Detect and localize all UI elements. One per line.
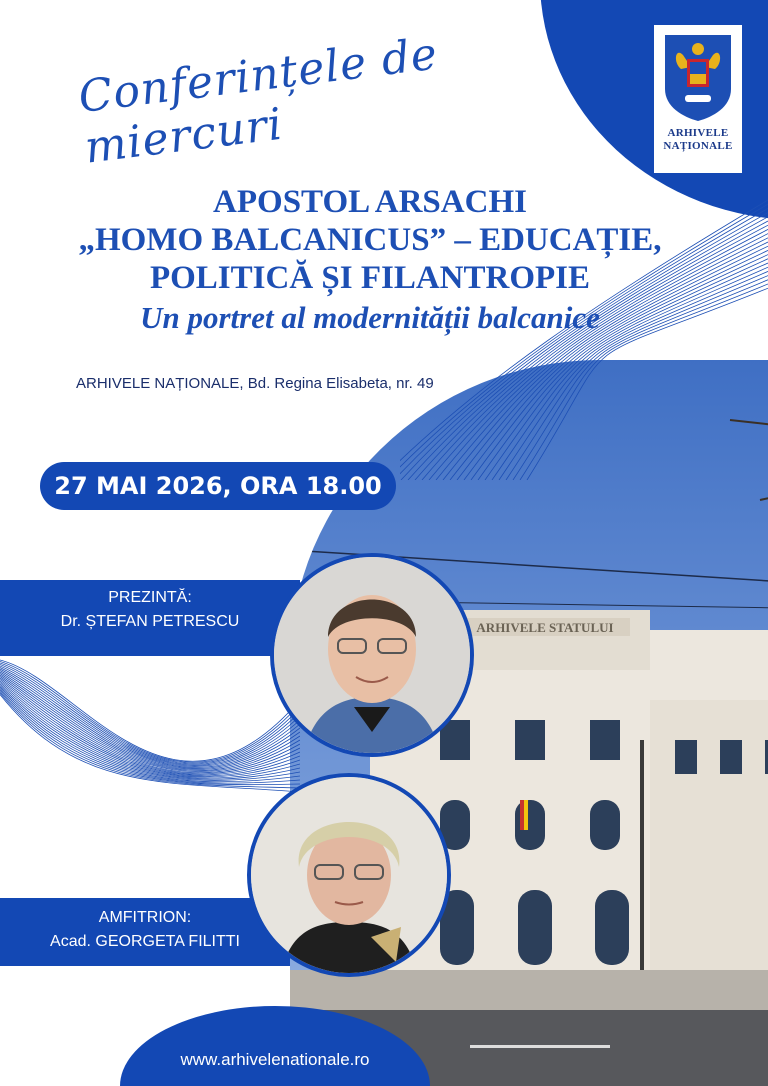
wave-line xyxy=(0,686,300,780)
logo-line-1: ARHIVELE xyxy=(667,127,729,139)
host-name: Acad. GEORGETA FILITTI xyxy=(50,933,240,950)
decorative-wave-left xyxy=(0,640,300,860)
wave-line xyxy=(0,695,300,793)
presenter-name: Dr. ȘTEFAN PETRESCU xyxy=(60,613,240,630)
wave-line xyxy=(0,665,300,765)
venue-address: ARHIVELE NAȚIONALE, Bd. Regina Elisabeta, nr. 49 xyxy=(76,375,434,392)
title-line-1: APOSTOL ARSACHI xyxy=(213,184,527,220)
wave-line xyxy=(0,675,300,772)
event-subtitle: Un portret al modernității balcanice xyxy=(140,300,600,335)
wave-line xyxy=(0,674,300,771)
wave-line xyxy=(0,660,300,761)
wave-line xyxy=(0,683,300,778)
logo-line-2: NAȚIONALE xyxy=(663,140,733,152)
wave-line xyxy=(0,687,300,781)
series-title: Conferințele de miercuri xyxy=(75,28,441,174)
wave-line xyxy=(0,666,300,765)
coat-of-arms-icon xyxy=(663,33,733,123)
host-band xyxy=(0,898,290,966)
wave-line xyxy=(0,689,300,782)
wave-line xyxy=(0,681,300,776)
wave-line xyxy=(0,690,300,783)
wave-line xyxy=(0,668,300,767)
wave-line xyxy=(0,663,300,763)
host-label: AMFITRION: xyxy=(98,909,192,926)
host-portrait xyxy=(247,773,451,977)
wave-line xyxy=(0,692,300,785)
wave-line xyxy=(0,662,300,763)
title-line-3: POLITICĂ ȘI FILANTROPIE xyxy=(149,260,591,296)
wave-line xyxy=(0,680,300,775)
title-line-2: „HOMO BALCANICUS” – EDUCAȚIE, xyxy=(78,222,662,258)
event-title xyxy=(30,183,710,297)
wave-line xyxy=(0,672,300,770)
presenter-label: PREZINTĂ: xyxy=(108,589,192,606)
wave-line xyxy=(0,671,300,769)
presenter-band xyxy=(0,580,300,656)
website-link[interactable]: www.arhivelenationale.ro xyxy=(180,1050,370,1069)
wave-line xyxy=(0,677,300,773)
wave-line xyxy=(0,678,300,774)
archives-logo xyxy=(654,25,742,173)
wave-line xyxy=(0,693,300,788)
wave-line xyxy=(0,684,300,778)
event-date-badge: 27 MAI 2026, ORA 18.00 xyxy=(40,462,396,510)
building-sign: ARHIVELE STATULUI xyxy=(476,620,614,635)
wave-line xyxy=(0,669,300,768)
presenter-portrait xyxy=(270,553,474,757)
